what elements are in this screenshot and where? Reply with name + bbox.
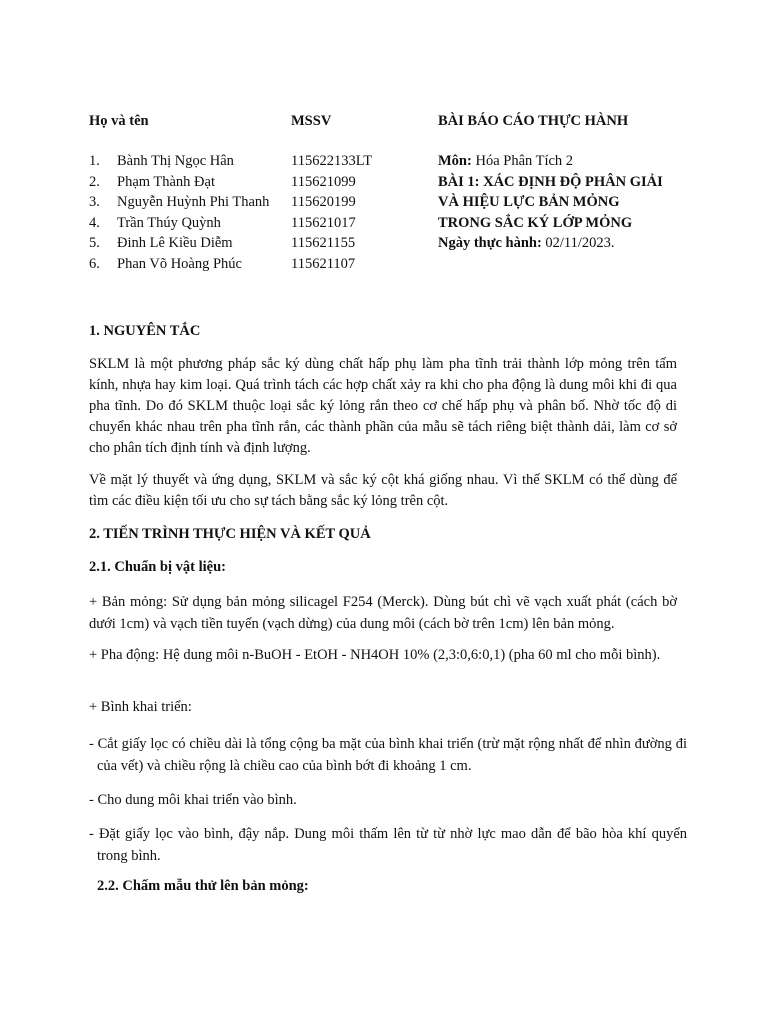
student-id: 115621099 — [291, 174, 356, 190]
report-title: BÀI BÁO CÁO THỰC HÀNH — [438, 113, 629, 129]
lesson-title-line-2: VÀ HIỆU LỰC BẢN MỎNG — [438, 194, 620, 210]
student-number: 2. — [89, 174, 100, 190]
subject-line — [438, 153, 573, 170]
lesson-title-line-3: TRONG SẮC KÝ LỚP MỎNG — [438, 215, 633, 231]
material-item-chamber: + Bình khai triển: — [89, 699, 192, 715]
student-row — [0, 153, 430, 173]
subsection-2-2-heading: 2.2. Chấm mẫu thử lên bản mỏng: — [97, 878, 309, 894]
student-name: Trần Thúy Quỳnh — [117, 215, 221, 231]
student-number: 5. — [89, 235, 100, 251]
column-header-id: MSSV — [291, 113, 332, 129]
student-number: 3. — [89, 194, 100, 210]
lesson-title-line-1: BÀI 1: XÁC ĐỊNH ĐỘ PHÂN GIẢI — [438, 174, 663, 190]
student-id: 115621017 — [291, 215, 356, 231]
student-row — [0, 215, 430, 235]
subject-label: Môn: — [438, 153, 472, 169]
student-id: 115620199 — [291, 194, 356, 210]
chamber-step-3: - Đặt giấy lọc vào bình, đậy nắp. Dung môi thấm lên từ từ nhờ lực mao dẫn để bão hòa khí quyển trong bình. — [89, 826, 687, 864]
student-name: Nguyễn Huỳnh Phi Thanh — [117, 194, 270, 210]
subsection-2-1-heading: 2.1. Chuẩn bị vật liệu: — [89, 559, 226, 575]
student-number: 4. — [89, 215, 100, 231]
section-2-heading: 2. TIẾN TRÌNH THỰC HIỆN VÀ KẾT QUẢ — [89, 526, 371, 542]
student-id: 115621155 — [291, 235, 356, 251]
student-id: 115622133LT — [291, 153, 373, 169]
student-row — [0, 194, 430, 214]
student-row — [0, 256, 430, 276]
practice-date-label: Ngày thực hành: — [438, 235, 542, 251]
student-name: Phạm Thành Đạt — [117, 174, 215, 190]
material-item-plate: + Bản mỏng: Sử dụng bản mỏng silicagel F254 (Merck). Dùng bút chì vẽ vạch xuất phát (cách bờ dưới 1cm) và vạch tiền tuyến (vạch dừng) của dung môi (cách bờ trên 1cm) lên bản mỏng. — [89, 594, 677, 632]
student-row — [0, 235, 430, 255]
student-id: 115621107 — [291, 256, 356, 272]
practice-date-value: 02/11/2023. — [541, 235, 615, 251]
chamber-step-1: - Cắt giấy lọc có chiều dài là tổng cộng ba mặt của bình khai triển (trừ mặt rộng nhất để nhìn đường đi của vết) và chiều rộng là chiều cao của bình bớt đi khoảng 1 cm. — [89, 736, 687, 774]
column-header-name: Họ và tên — [89, 113, 149, 129]
student-name: Đinh Lê Kiều Diễm — [117, 235, 233, 251]
material-item-mobile-phase: + Pha động: Hệ dung môi n-BuOH - EtOH - NH4OH 10% (2,3:0,6:0,1) (pha 60 ml cho mỗi bình). — [89, 647, 661, 663]
section-1-paragraph-2: Về mặt lý thuyết và ứng dụng, SKLM và sắc ký cột khá giống nhau. Vì thế SKLM có thể dùng để tìm các điều kiện tối ưu cho sự tách bằng sắc ký lỏng trên cột. — [89, 472, 677, 509]
student-row — [0, 174, 430, 194]
student-number: 1. — [89, 153, 100, 169]
student-number: 6. — [89, 256, 100, 272]
student-name: Phan Võ Hoàng Phúc — [117, 256, 242, 272]
section-1-heading: 1. NGUYÊN TẮC — [89, 323, 201, 339]
chamber-step-2: - Cho dung môi khai triển vào bình. — [89, 792, 297, 808]
practice-date-line — [438, 235, 615, 252]
student-name: Bành Thị Ngọc Hân — [117, 153, 234, 169]
section-1-paragraph-1: SKLM là một phương pháp sắc ký dùng chất hấp phụ làm pha tĩnh trải thành lớp mỏng trên tấm kính, nhựa hay kim loại. Quá trình tách các hợp chất xảy ra khi cho pha động là dung môi khi đi qua pha tĩnh. Do đó SKLM thuộc loại sắc ký lỏng rắn theo cơ chế hấp phụ và phân bố. Nhờ tốc độ di chuyển khác nhau trên pha tĩnh rắn, các thành phần của mẫu sẽ tách riêng biệt thành dải, làm cơ sở cho phân tích định tính và định lượng. — [89, 356, 677, 456]
subject-value: Hóa Phân Tích 2 — [471, 153, 574, 169]
